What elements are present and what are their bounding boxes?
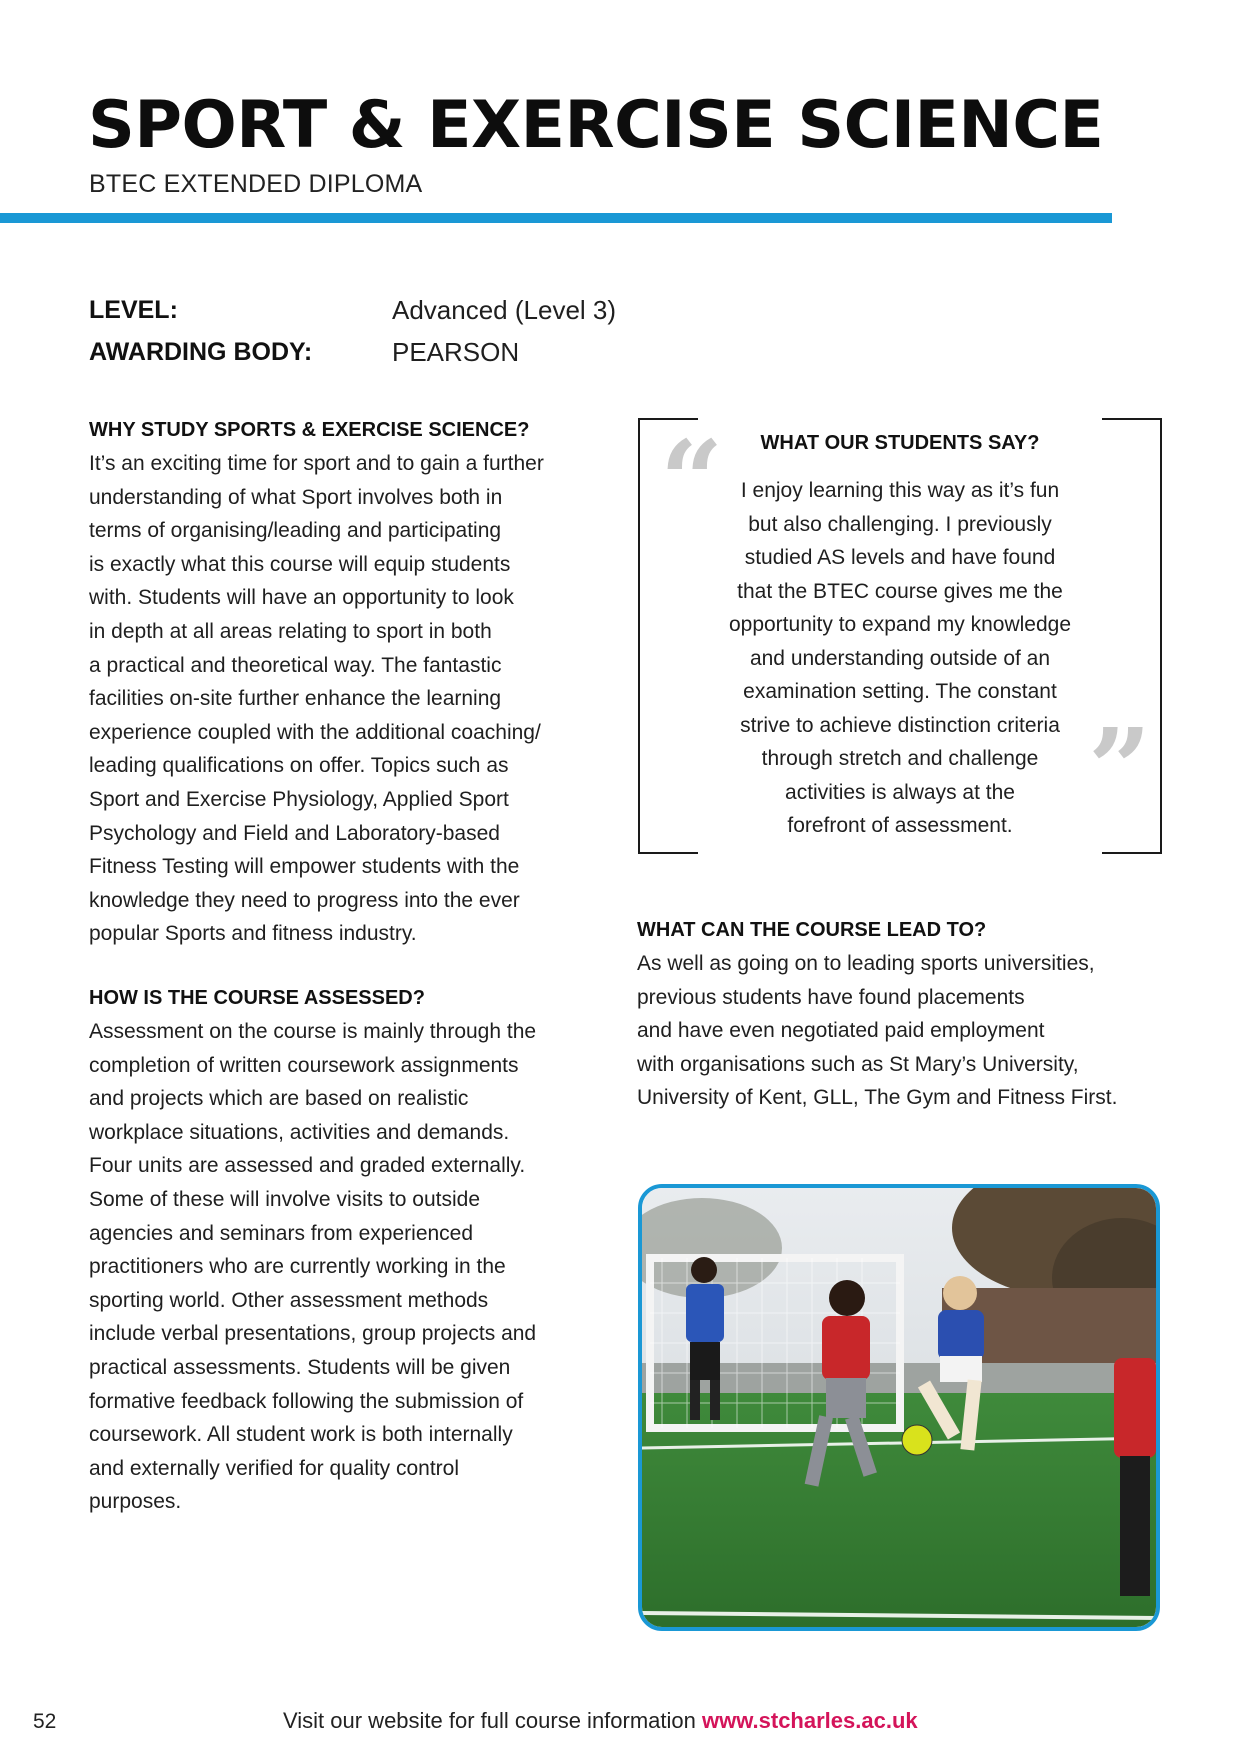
footer-text: Visit our website for full course information <box>283 1708 702 1733</box>
testimonial-line: strive to achieve distinction criteria <box>740 713 1060 737</box>
why-study-line: It’s an exciting time for sport and to gain a further <box>89 452 544 475</box>
testimonial-line: studied AS levels and have found <box>744 546 1056 569</box>
assessment-line: practitioners who are currently working in the <box>89 1255 506 1279</box>
assessment-line: purposes. <box>89 1490 182 1514</box>
testimonial-line: I enjoy learning this way as it’s fun <box>740 479 1060 502</box>
open-quote-icon: “ <box>660 416 724 545</box>
lead-to-line: with organisations such as St Mary’s University, <box>637 1052 1079 1076</box>
lead-to-line: University of Kent, GLL, The Gym and Fitness First. <box>637 1086 1118 1110</box>
testimonial-line: and understanding outside of an <box>749 646 1051 670</box>
header-divider <box>0 213 1112 223</box>
lead-to-line: and have even negotiated paid employment <box>637 1019 1045 1043</box>
testimonial-body <box>690 474 1110 843</box>
why-study-line: experience coupled with the additional coaching/ <box>89 720 541 744</box>
assessment-section <box>89 982 629 1519</box>
testimonial-line: but also challenging. I previously <box>748 512 1052 536</box>
page-title: SPORT & EXERCISE SCIENCE <box>88 88 1104 163</box>
lead-to-line: As well as going on to leading sports universities, <box>637 952 1095 975</box>
why-study-line: leading qualifications on offer. Topics such as <box>89 754 509 778</box>
why-study-line: Fitness Testing will empower students with the <box>89 855 520 879</box>
assessment-line: Assessment on the course is mainly through the <box>89 1020 537 1043</box>
why-study-line: knowledge they need to progress into the ever <box>89 888 520 912</box>
awarding-body-label: AWARDING BODY: <box>89 338 313 366</box>
assessment-body <box>89 1015 629 1519</box>
lead-to-section <box>637 914 1197 1115</box>
assessment-line: coursework. All student work is both internally <box>89 1423 513 1447</box>
assessment-line: and projects which are based on realistic <box>89 1087 469 1111</box>
page-subtitle: BTEC EXTENDED DIPLOMA <box>89 170 423 198</box>
why-study-line: with. Students will have an opportunity to look <box>89 586 514 610</box>
why-study-line: Sport and Exercise Physiology, Applied Sport <box>89 787 509 811</box>
why-study-line: terms of organising/leading and participating <box>89 519 502 543</box>
level-label: LEVEL: <box>89 296 178 324</box>
assessment-line: practical assessments. Students will be given <box>89 1355 511 1379</box>
testimonial-line: through stretch and challenge <box>761 747 1039 770</box>
awarding-body-value: PEARSON <box>392 337 520 367</box>
why-study-line: understanding of what Sport involves both in <box>89 485 503 509</box>
why-study-body <box>89 447 629 951</box>
page-number: 52 <box>33 1710 57 1733</box>
testimonial-line: that the BTEC course gives me the <box>737 579 1063 603</box>
lead-to-heading: WHAT CAN THE COURSE LEAD TO? <box>637 919 987 941</box>
assessment-line: workplace situations, activities and demands. <box>89 1120 510 1144</box>
assessment-line: formative feedback following the submission of <box>89 1389 524 1413</box>
testimonial-heading: WHAT OUR STUDENTS SAY? <box>760 432 1040 454</box>
lead-to-line: previous students have found placements <box>637 985 1025 1009</box>
football-photo <box>638 1184 1160 1631</box>
level-value: Advanced (Level 3) <box>392 295 617 325</box>
why-study-line: popular Sports and fitness industry. <box>89 922 417 946</box>
assessment-line: agencies and seminars from experienced <box>89 1221 474 1245</box>
assessment-heading: HOW IS THE COURSE ASSESSED? <box>89 987 425 1009</box>
why-study-heading: WHY STUDY SPORTS & EXERCISE SCIENCE? <box>89 419 530 441</box>
assessment-line: sporting world. Other assessment methods <box>89 1288 489 1312</box>
testimonial-line: examination setting. The constant <box>743 680 1057 703</box>
close-quote-icon: ” <box>1088 704 1152 833</box>
assessment-line: Four units are assessed and graded externally. <box>89 1154 526 1178</box>
football-photo-illustration <box>642 1188 1156 1627</box>
why-study-line: a practical and theoretical way. The fantastic <box>89 653 502 677</box>
footer-note <box>283 1708 918 1734</box>
testimonial-line: activities is always at the <box>785 780 1015 804</box>
why-study-line: Psychology and Field and Laboratory-based <box>89 821 500 845</box>
assessment-line: Some of these will involve visits to outside <box>89 1187 481 1211</box>
assessment-line: and externally verified for quality control <box>89 1456 460 1480</box>
assessment-line: completion of written coursework assignments <box>89 1053 519 1077</box>
testimonial-line: opportunity to expand my knowledge <box>728 613 1072 636</box>
assessment-line: include verbal presentations, group projects and <box>89 1322 537 1346</box>
testimonial-line: forefront of assessment. <box>787 814 1013 837</box>
lead-to-body <box>637 947 1197 1115</box>
testimonial-box <box>638 418 1162 854</box>
website-link[interactable]: www.stcharles.ac.uk <box>702 1708 918 1733</box>
why-study-line: in depth at all areas relating to sport in both <box>89 619 492 643</box>
why-study-line: facilities on-site further enhance the learning <box>89 687 502 711</box>
why-study-line: is exactly what this course will equip students <box>89 552 511 576</box>
why-study-section <box>89 414 629 951</box>
